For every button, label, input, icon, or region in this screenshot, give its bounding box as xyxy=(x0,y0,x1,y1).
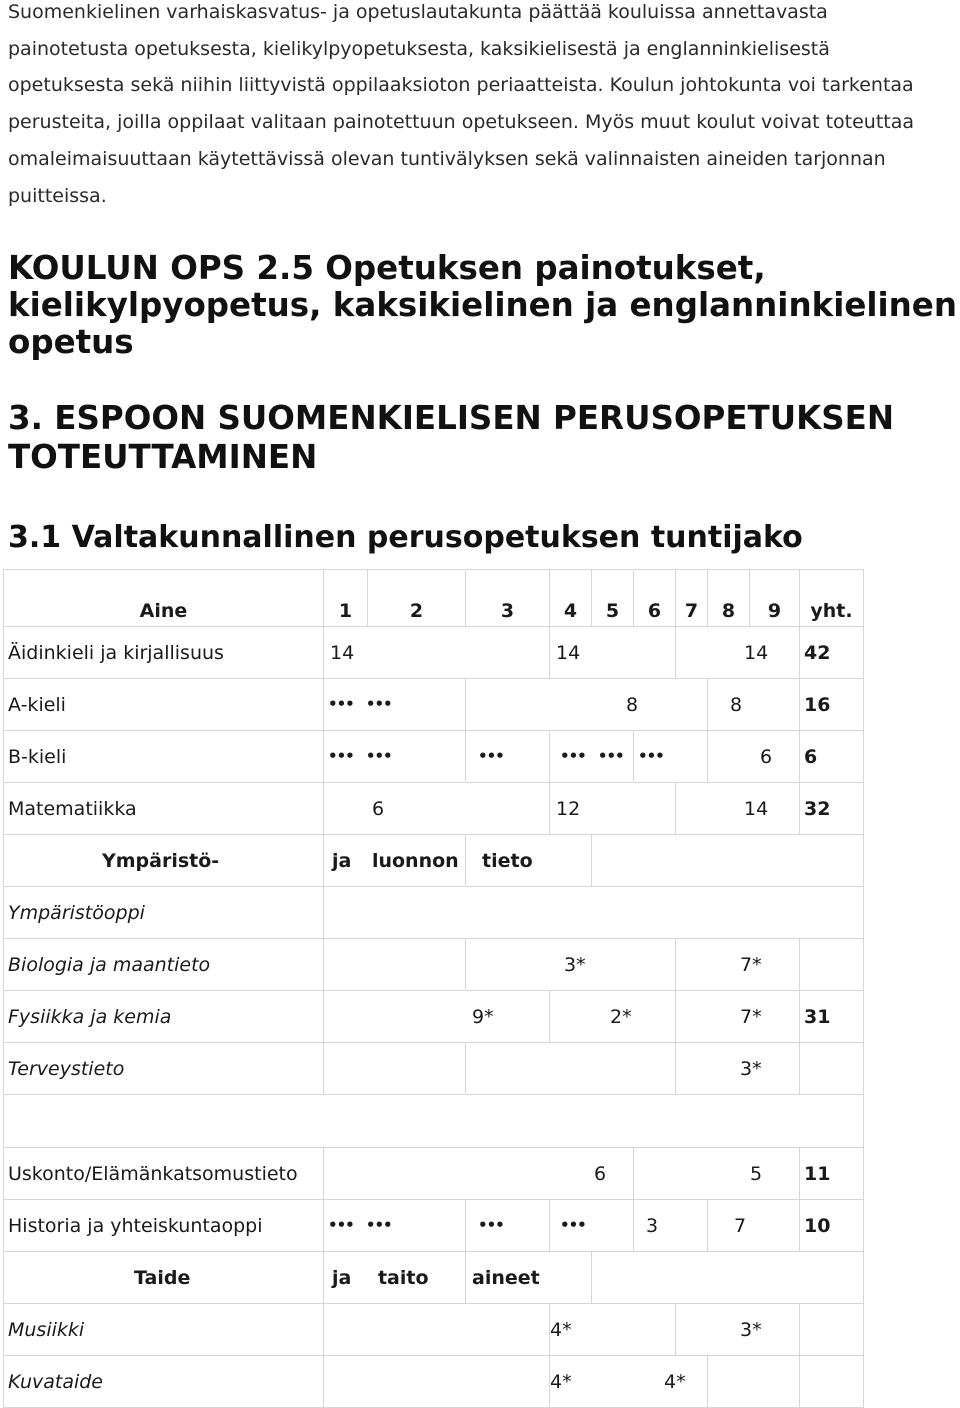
heading-line: opetus xyxy=(8,323,134,361)
group-word: Ympäristö- xyxy=(4,835,324,887)
spacer-row xyxy=(4,1095,864,1148)
total-cell: 6 xyxy=(800,731,864,783)
header-cell: 8 xyxy=(708,570,750,627)
dots-marker: ••• xyxy=(328,694,354,713)
subsection-heading-tuntijako: 3.1 Valtakunnallinen perusopetuksen tuntijako xyxy=(8,520,803,555)
hours-cell: 8 xyxy=(708,679,800,731)
empty-cell xyxy=(800,1043,864,1095)
table-row xyxy=(4,1200,864,1252)
intro-paragraph xyxy=(8,0,958,214)
group-heading-row xyxy=(4,1252,864,1304)
header-cell: yht. xyxy=(800,570,864,627)
hours-cell: 7 xyxy=(708,1200,800,1252)
section-heading-espoon xyxy=(8,399,953,477)
dots-marker: ••• xyxy=(328,1215,354,1234)
subject-name: Kuvataide xyxy=(4,1356,324,1408)
table-row xyxy=(4,731,864,783)
dots-marker: ••• xyxy=(560,1215,586,1234)
table-row xyxy=(4,939,864,991)
intro-line: painotetusta opetuksesta, kielikylpyopetuksesta, kaksikielisestä ja englanninkielisestä xyxy=(8,37,830,60)
subject-name: B-kieli xyxy=(4,731,324,783)
total-cell: 32 xyxy=(800,783,864,835)
header-cell: 4 xyxy=(550,570,592,627)
hours-cell: 6 xyxy=(324,783,550,835)
subject-name: Äidinkieli ja kirjallisuus xyxy=(4,627,324,679)
header-cell: 1 xyxy=(324,570,368,627)
hours-cell: 4* xyxy=(550,1356,708,1408)
header-cell: 6 xyxy=(634,570,676,627)
group-word xyxy=(324,835,466,887)
dots-cell xyxy=(550,1200,634,1252)
table-row xyxy=(4,991,864,1043)
header-cell: 9 xyxy=(750,570,800,627)
subject-name: Terveystieto xyxy=(4,1043,324,1095)
subject-name: Uskonto/Elämänkatsomustieto xyxy=(4,1148,324,1200)
hours-cell: 14 xyxy=(676,783,800,835)
empty-cell xyxy=(4,1095,864,1148)
hours-cell: 5 xyxy=(634,1148,800,1200)
dots-cell xyxy=(466,1200,550,1252)
intro-line: Suomenkielinen varhaiskasvatus- ja opetuslautakunta päättää kouluissa annettavasta xyxy=(8,1,828,23)
hours-cell: 3 xyxy=(634,1200,708,1252)
header-cell: 5 xyxy=(592,570,634,627)
table-row xyxy=(4,1304,864,1356)
header-cell: 7 xyxy=(676,570,708,627)
subject-name: Fysiikka ja kemia xyxy=(4,991,324,1043)
intro-line: perusteita, joilla oppilaat valitaan painotettuun opetukseen. Myös muut koulut voivat toteuttaa xyxy=(8,111,915,134)
group-word xyxy=(324,1252,466,1304)
empty-cell xyxy=(324,887,864,939)
hours-cell: 3* xyxy=(466,939,676,991)
dots-marker: ••• xyxy=(478,746,504,765)
header-cell: Aine xyxy=(4,570,324,627)
hours-cell: 12 xyxy=(550,783,676,835)
empty-cell xyxy=(324,1043,466,1095)
subject-name: Biologia ja maantieto xyxy=(4,939,324,991)
group-word: luonnon xyxy=(371,849,459,872)
table-row xyxy=(4,1148,864,1200)
group-word: ja xyxy=(332,849,352,872)
dots-marker: ••• xyxy=(597,746,624,765)
hours-cell: 14 xyxy=(324,627,550,679)
dots-marker: ••• xyxy=(328,746,354,765)
total-cell: 11 xyxy=(800,1148,864,1200)
hours-cell: 9* xyxy=(324,991,550,1043)
dots-marker: ••• xyxy=(365,746,392,765)
total-cell: 16 xyxy=(800,679,864,731)
dots-marker: ••• xyxy=(560,746,586,765)
subject-name: Matematiikka xyxy=(4,783,324,835)
empty-cell xyxy=(708,1356,800,1408)
empty-cell xyxy=(324,939,466,991)
empty-cell xyxy=(800,939,864,991)
dots-cell xyxy=(634,731,708,783)
heading-line: KOULUN OPS 2.5 Opetuksen painotukset, xyxy=(8,249,766,287)
empty-cell xyxy=(592,1252,864,1304)
table-row xyxy=(4,783,864,835)
group-word: ja xyxy=(332,1266,352,1289)
subject-name: Musiikki xyxy=(4,1304,324,1356)
table-row xyxy=(4,1356,864,1408)
hours-cell: 14 xyxy=(676,627,800,679)
hours-cell: 3* xyxy=(676,1304,800,1356)
heading-line: 3. ESPOON SUOMENKIELISEN PERUSOPETUKSEN xyxy=(8,399,895,437)
group-word: tieto xyxy=(466,835,592,887)
dots-cell xyxy=(324,1200,466,1252)
table-row xyxy=(4,679,864,731)
hours-cell: 4* xyxy=(324,1304,550,1356)
hours-cell: 7* xyxy=(676,939,800,991)
table-row xyxy=(4,627,864,679)
intro-line: puitteissa. xyxy=(8,184,107,207)
header-cell: 3 xyxy=(466,570,550,627)
subject-name: Ympäristöoppi xyxy=(4,887,324,939)
table-row xyxy=(4,887,864,939)
group-heading-row xyxy=(4,835,864,887)
dots-cell xyxy=(466,731,550,783)
subject-name: A-kieli xyxy=(4,679,324,731)
hours-cell: 4* xyxy=(324,1356,550,1408)
dots-marker: ••• xyxy=(638,746,664,765)
intro-line: omaleimaisuuttaan käytettävissä olevan tuntivälyksen sekä valinnaisten aineiden tarjonnan xyxy=(8,147,886,170)
total-cell: 10 xyxy=(800,1200,864,1252)
hours-cell: 14 xyxy=(550,627,676,679)
tuntijako-table xyxy=(3,569,864,1408)
heading-line: kielikylpyopetus, kaksikielinen ja englanninkielinen xyxy=(8,286,957,324)
hours-cell: 6 xyxy=(324,1148,634,1200)
subject-name: Historia ja yhteiskuntaoppi xyxy=(4,1200,324,1252)
empty-cell xyxy=(800,1356,864,1408)
dots-marker: ••• xyxy=(478,1215,504,1234)
dots-marker: ••• xyxy=(365,1215,392,1234)
empty-cell xyxy=(800,1304,864,1356)
header-cell: 2 xyxy=(368,570,466,627)
empty-cell xyxy=(466,1043,676,1095)
dots-cell xyxy=(324,731,466,783)
intro-line: opetuksesta sekä niihin liittyvistä oppilaaksioton periaatteista. Koulun johtokunta voi tarkentaa xyxy=(8,74,914,97)
hours-cell: 3* xyxy=(676,1043,800,1095)
group-word: Taide xyxy=(4,1252,324,1304)
group-word: aineet xyxy=(466,1252,592,1304)
dots-cell xyxy=(550,731,634,783)
table-row xyxy=(4,1043,864,1095)
dots-cell xyxy=(324,679,466,731)
hours-cell: 8 xyxy=(466,679,708,731)
hours-cell: 2* xyxy=(550,991,676,1043)
table-header-row xyxy=(4,570,864,627)
dots-marker: ••• xyxy=(365,694,392,713)
group-word: taito xyxy=(377,1266,429,1289)
total-cell: 42 xyxy=(800,627,864,679)
empty-cell xyxy=(592,835,864,887)
total-cell: 31 xyxy=(800,991,864,1043)
hours-cell: 6 xyxy=(708,731,800,783)
hours-cell: 7* xyxy=(676,991,800,1043)
section-heading-koulun-ops xyxy=(8,249,957,361)
heading-line: TOTEUTTAMINEN xyxy=(8,438,318,476)
